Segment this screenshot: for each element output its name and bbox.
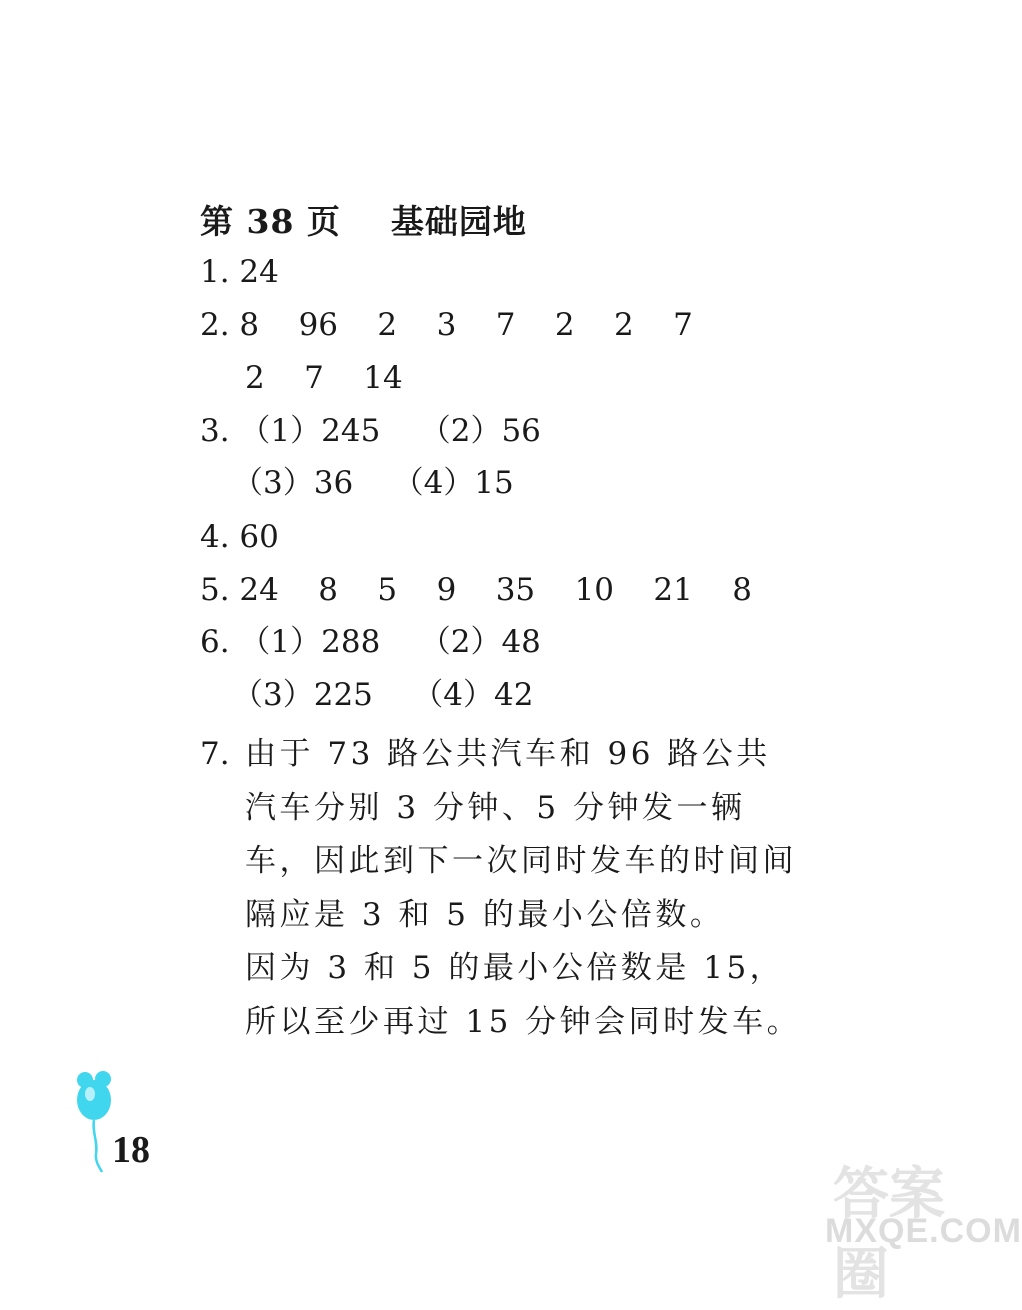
answer-3-line-1: 3. （1）245 （2）56 xyxy=(200,413,541,449)
page-number: 18 xyxy=(112,1129,150,1171)
answer-7-paragraph-1: 由于 73 路公共汽车和 96 路公共汽车分别 3 分钟、5 分钟发一辆车，因此到下一次同时发车的时间间隔应是 3 和 5 的最小公倍数。 xyxy=(245,736,797,933)
watermark-site: MXQE.COM xyxy=(825,1212,1022,1250)
watermark xyxy=(825,1150,1022,1307)
answer-2-line-1: 2. 8 96 2 3 7 2 2 7 xyxy=(200,307,693,343)
answer-2-line-2: 2 7 14 xyxy=(245,360,403,396)
answer-6-line-2: （3）225 （4）42 xyxy=(232,677,534,713)
answer-7-paragraph-2: 因为 3 和 5 的最小公倍数是 15，所以至少再过 15 分钟会同时发车。 xyxy=(245,950,802,1040)
answer-5: 5. 24 8 5 9 35 10 21 8 xyxy=(200,572,753,608)
answer-6-line-1: 6. （1）288 （2）48 xyxy=(200,624,541,660)
answer-7-body xyxy=(245,728,805,1049)
answer-3-line-2: （3）36 （4）15 xyxy=(232,465,514,501)
answer-7-number: 7. xyxy=(200,736,230,772)
answer-4: 4. 60 xyxy=(200,519,279,555)
answer-1: 1. 24 xyxy=(200,254,279,290)
section-heading: 第 38 页 基础园地 xyxy=(200,202,527,241)
watermark-logo: 答案圈 xyxy=(833,1162,945,1307)
